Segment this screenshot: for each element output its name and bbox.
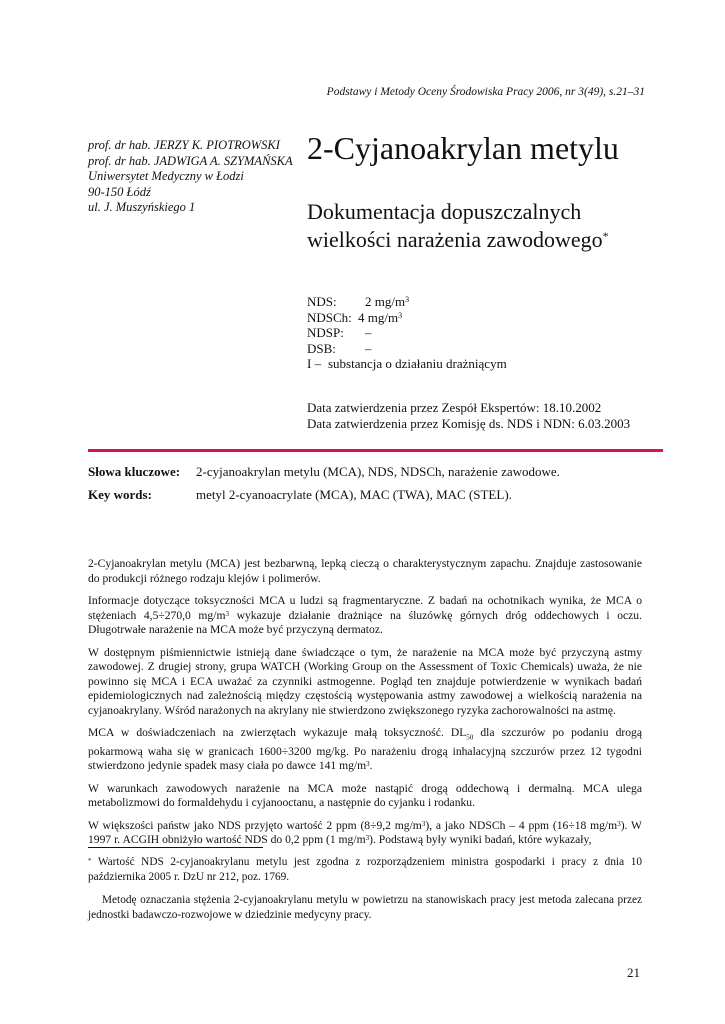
author-line: prof. dr hab. JADWIGA A. SZYMAŃSKA	[88, 153, 293, 168]
footnote-marker: *	[602, 229, 609, 243]
limit-ndsch: NDSCh: 4 $mg/m^3$	[307, 309, 403, 325]
abstract-body	[88, 557, 642, 856]
divider-line	[88, 449, 663, 452]
subtitle-line-2: wielkości narażenia zawodowego*	[307, 227, 609, 252]
limit-nds: NDS: 2 $mg/m^3$	[307, 294, 410, 309]
document-title: 2-Cyjanoakrylan metylu	[307, 130, 619, 166]
footnote: Metodę oznaczania stężenia 2-cyjanoakrylanu metylu w powietrzu na stanowiskach pracy jest metoda zalecana przez jednostki badawczo-rozwojowe w dziedzinie medycyny pracy.	[88, 894, 642, 921]
footnotes	[88, 855, 642, 931]
limit-class: I – substancja o działaniu drażniącym	[307, 356, 507, 371]
paragraph: MCA w doświadczeniach na zwierzętach wykazuje małą toksyczność. $DL_{50}$ dla szczurów po podaniu drogą pokarmową waha się w granicach 1600÷3200 mg/kg. Po narażeniu drogą inhalacyjną szczurów przez 12 tygodni stwierdzono jedynie spadek masy ciała po dawce 141 $mg/m^3$.	[88, 726, 642, 773]
address-line: ul. J. Muszyńskiego 1	[88, 200, 196, 214]
keywords-pl: Słowa kluczowe: 2-cyjanoakrylan metylu (MCA), NDS, NDSCh, narażenie zawodowe.	[88, 464, 560, 479]
author-line: prof. dr hab. JERZY K. PIOTROWSKI	[88, 138, 280, 152]
approval-experts: Data zatwierdzenia przez Zespół Ekspertów: 18.10.2002	[307, 400, 602, 415]
address-line: 90-150 Łódź	[88, 184, 151, 199]
paragraph: W większości państw jako NDS przyjęto wartość 2 ppm (8÷9,2 $mg/m^3$), a jako NDSCh – 4 ppm (16÷18 $mg/m^3$). W 1997 r. ACGIH obniżyło wartość NDS do 0,2 ppm (1 $mg/m^3$). Podstawą były wyniki badań, które wykazały,	[88, 818, 643, 847]
author-block	[88, 138, 303, 216]
footnote: * Wartość NDS 2-cyjanoakrylanu metylu jest zgodna z rozporządzeniem ministra gospodarki i pracy z dnia 10 października 2005 r. DzU nr 212, poz. 1769.	[88, 856, 642, 883]
approval-commission: Data zatwierdzenia przez Komisję ds. NDS i NDN: 6.03.2003	[307, 416, 631, 431]
footnote-separator	[88, 847, 263, 848]
exposure-limits	[307, 294, 507, 372]
limit-ndsp: NDSP: –	[307, 325, 372, 340]
subtitle-line-1: Dokumentacja dopuszczalnych	[307, 199, 582, 224]
approval-dates	[307, 400, 630, 432]
paragraph: W warunkach zawodowych narażenie na MCA może nastąpić drogą oddechową i dermalną. MCA ulega metabolizmowi do formaldehydu i cyjanooctanu, a następnie do cyjanku i rodanku.	[88, 781, 642, 810]
limit-dsb: DSB: –	[307, 340, 372, 356]
journal-header: Podstawy i Metody Oceny Środowiska Pracy 2006, nr 3(49), s.21–31	[326, 86, 645, 98]
affiliation-line: Uniwersytet Medyczny w Łodzi	[88, 169, 244, 183]
page-number: 21	[627, 965, 640, 980]
document-subtitle	[307, 198, 609, 254]
paragraph: 2-Cyjanoakrylan metylu (MCA) jest bezbarwną, lepką cieczą o charakterystycznym zapachu. Znajduje zastosowanie do produkcji różnego rodzaju klejów i polimerów.	[88, 557, 642, 585]
paragraph: W dostępnym piśmiennictwie istnieją dane świadczące o tym, że narażenie na MCA może być przyczyną astmy zawodowej. Z drugiej strony, grupa WATCH (Working Group on the Assessment of Toxic Chemicals) uważa, że nie powinno się MCA i ECA uważać za czynniki astmogenne. Pogląd ten znajduje potwierdzenie w wynikach badań epidemiologicznych nad zależnością między częstością występowania astmy zawodowej a wielkością narażenia na cyjanoakrylany. Wśród narażonych na akrylany nie stwierdzono zwiększonego ryzyka zachorowalności na astmę.	[88, 645, 642, 717]
keywords-en: Key words: metyl 2-cyanoacrylate (MCA), MAC (TWA), MAC (STEL).	[88, 487, 512, 502]
paragraph: Informacje dotyczące toksyczności MCA u ludzi są fragmentaryczne. Z badań na ochotnikach wynika, że MCA o stężeniach 4,5÷270,0 $mg/m^3$ wykazuje działanie drażniące na śluzówkę górnych dróg oddechowych i oczu. Długotrwałe narażenie na MCA może być przyczyną dermatoz.	[88, 594, 642, 636]
